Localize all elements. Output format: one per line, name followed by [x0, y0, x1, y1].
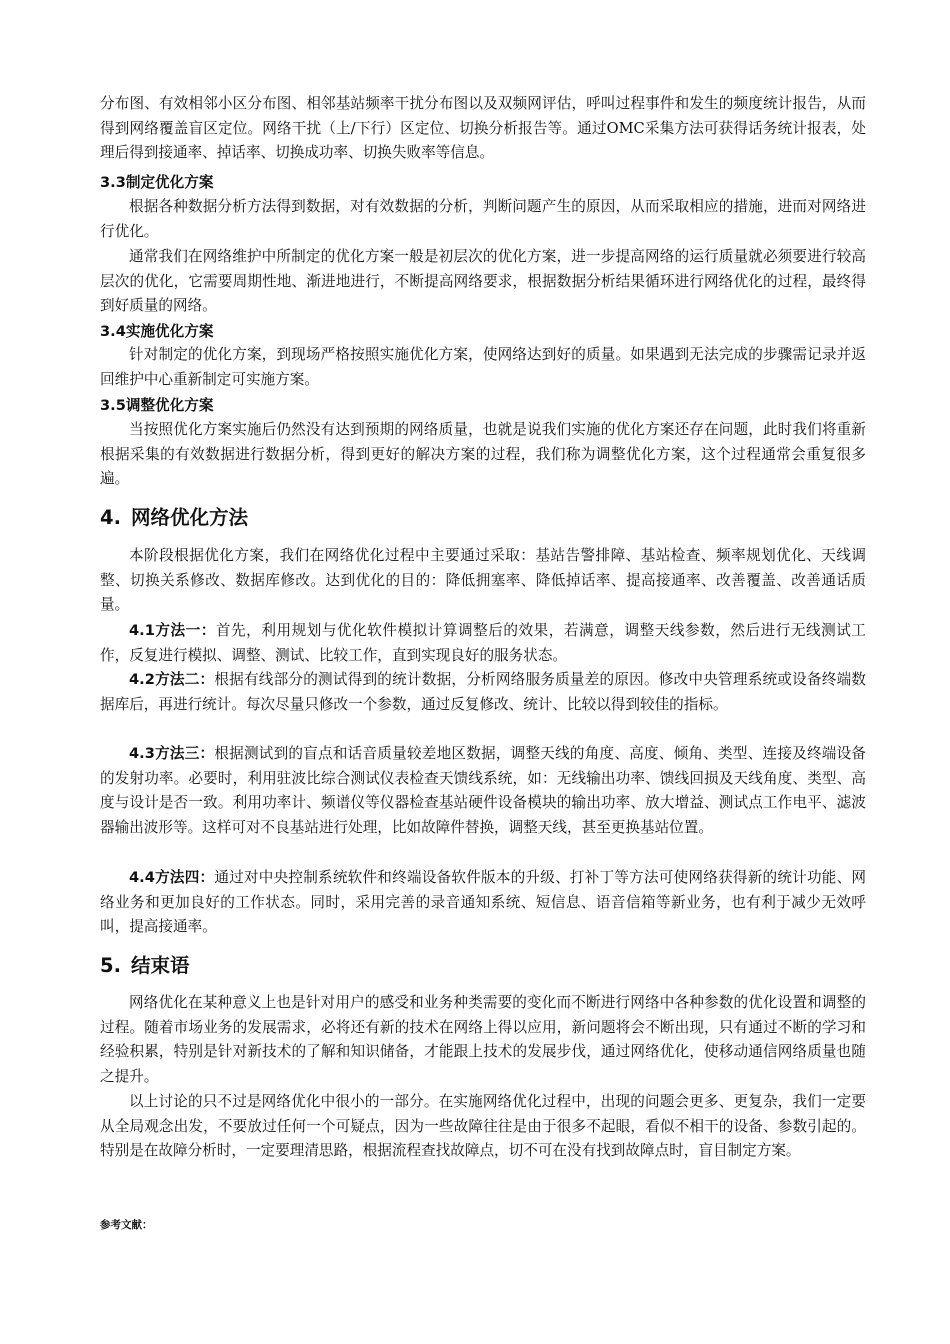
section-4-number: 4. — [100, 506, 121, 529]
section-3-5-heading: 3.5调整优化方案 — [100, 397, 214, 414]
method-4-lead: 4.4方法四： — [129, 869, 215, 886]
section-4-heading — [100, 504, 866, 532]
method-2-lead: 4.2方法二： — [129, 671, 215, 688]
section-5-heading — [100, 952, 866, 980]
method-2-paragraph — [100, 668, 866, 717]
method-3-paragraph — [100, 742, 866, 840]
section-3-3-paragraph-1: 根据各种数据分析方法得到数据，对有效数据的分析，判断问题产生的原因，从而采取相应的措施，进而对网络进行优化。 — [100, 198, 866, 240]
method-2-text: 根据有线部分的测试得到的统计数据，分析网络服务质量差的原因。修改中央管理系统或设备终端数据库后，再进行统计。每次尽量只修改一个参数，通过反复修改、统计、比较以得到较佳的指标。 — [100, 671, 866, 713]
references-label: 参考文献： — [100, 1219, 153, 1231]
method-4-paragraph — [100, 866, 866, 940]
method-1-text: 首先，利用规划与优化软件模拟计算调整后的效果，若满意，调整天线参数，然后进行无线测试工作，反复进行模拟、调整、测试、比较工作，直到实现良好的服务状态。 — [100, 622, 866, 664]
method-3-lead: 4.3方法三： — [129, 745, 215, 762]
section-3-4-heading: 3.4实施优化方案 — [100, 323, 214, 340]
section-3-3-heading: 3.3制定优化方案 — [100, 174, 214, 191]
section-5-paragraph-1: 网络优化在某种意义上也是针对用户的感受和业务种类需要的变化而不断进行网络中各种参数的优化设置和调整的过程。随着市场业务的发展需求，必将还有新的技术在网络上得以应用，新问题将会不断出现，只有通过不断的学习和经验积累，特别是针对新技术的了解和知识储备，才能跟上技术的发展步伐，通过网络优化，使移动通信网络质量也随之提升。 — [100, 994, 866, 1085]
section-3-5-paragraph-1: 当按照优化方案实施后仍然没有达到预期的网络质量，也就是说我们实施的优化方案还存在问题，此时我们将重新根据采集的有效数据进行数据分析，得到更好的解决方案的过程，我们称为调整优化方案，这个过程通常会重复很多遍。 — [100, 421, 866, 488]
section-5-number: 5. — [100, 954, 121, 977]
continuation-paragraph: 分布图、有效相邻小区分布图、相邻基站频率干扰分布图以及双频网评估，呼叫过程事件和发生的频度统计报告，从而得到网络覆盖盲区定位。网络干扰（上/下行）区定位、切换分析报告等。通过OMC采集方法可获得话务统计报表，处理后得到接通率、掉话率、切换成功率、切换失败率等信息。 — [100, 95, 866, 162]
method-4-text: 通过对中央控制系统软件和终端设备软件版本的升级、打补丁等方法可使网络获得新的统计功能、网络业务和更加良好的工作状态。同时，采用完善的录音通知系统、短信息、语音信箱等新业务，也有利于减少无效呼叫，提高接通率。 — [100, 869, 866, 936]
section-4-intro: 本阶段根据优化方案，我们在网络优化过程中主要通过采取：基站告警排障、基站检查、频率规划优化、天线调整、切换关系修改、数据库修改。达到优化的目的：降低拥塞率、降低掉话率、提高接通率、改善覆盖、改善通话质量。 — [100, 547, 866, 614]
method-3-text: 根据测试到的盲点和话音质量较差地区数据，调整天线的角度、高度、倾角、类型、连接及终端设备的发射功率。必要时，利用驻波比综合测试仪表检查天馈线系统，如：无线输出功率、馈线回损及天线角度、类型、高度与设计是否一致。利用功率计、频谱仪等仪器检查基站硬件设备模块的输出功率、放大增益、测试点工作电平、滤波器输出波形等。这样可对不良基站进行处理，比如故障件替换，调整天线，甚至更换基站位置。 — [100, 745, 866, 836]
section-4-title: 网络优化方法 — [130, 506, 248, 529]
section-5-paragraph-2: 以上讨论的只不过是网络优化中很小的一部分。在实施网络优化过程中，出现的问题会更多、更复杂，我们一定要从全局观念出发，不要放过任何一个可疑点，因为一些故障往往是由于很多不起眼，看似不相干的设备、参数引起的。特别是在故障分析时，一定要理清思路，根据流程查找故障点，切不可在没有找到故障点时，盲目制定方案。 — [100, 1093, 866, 1160]
method-1-lead: 4.1方法一： — [129, 622, 216, 639]
section-3-3-paragraph-2: 通常我们在网络维护中所制定的优化方案一般是初层次的优化方案，进一步提高网络的运行质量就必须要进行较高层次的优化，它需要周期性地、渐进地进行，不断提高网络要求，根据数据分析结果循环进行网络优化的过程，最终得到好质量的网络。 — [100, 248, 866, 315]
method-1-paragraph — [100, 619, 866, 668]
section-5-title: 结束语 — [130, 954, 190, 977]
section-3-4-paragraph-1: 针对制定的优化方案，到现场严格按照实施优化方案，使网络达到好的质量。如果遇到无法完成的步骤需记录并返回维护中心重新制定可实施方案。 — [100, 346, 866, 388]
